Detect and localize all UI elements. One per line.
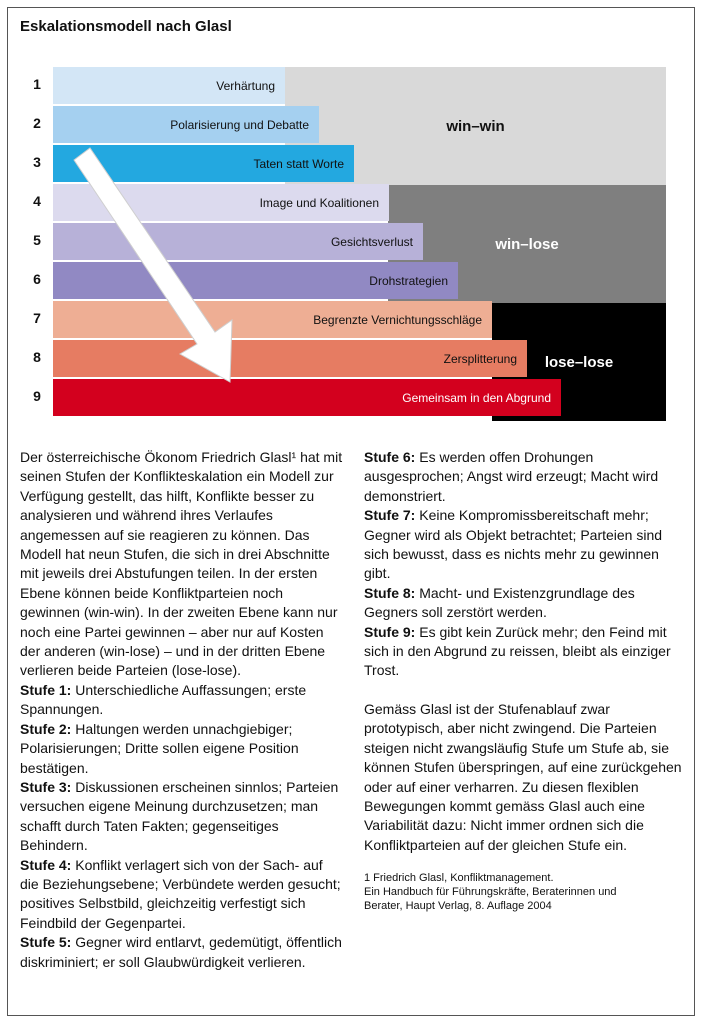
footnote-line: Ein Handbuch für Führungskräfte, Beraterinnen und <box>364 886 617 899</box>
stage-number: 5 <box>33 232 41 248</box>
stage-number: 8 <box>33 349 41 365</box>
closing-paragraph: Gemäss Glasl ist der Stufenablauf zwar prototypisch, aber nicht zwingend. Die Parteien steigen nicht zwangsläufig Stufe um Stufe ab, sie können Stufen überspringen, auf eine zurückgehen oder auf einer verharren. Zu diesen flexiblen Bewegungen kommt gemäss Glasl auch eine Variabilität dazu: Nicht immer ordnen sich die Konfliktparteien auf der gleichen Stufe ein. <box>364 700 682 853</box>
step-text: Es werden offen Drohungen ausgesprochen; Angst wird erzeugt; Macht wird demonstriert. <box>364 449 659 504</box>
step-text: Macht- und Existenzgrundlage des Gegners soll zerstört werden. <box>364 584 635 621</box>
stage-number: 2 <box>33 115 41 131</box>
escalation-arrow-icon <box>0 0 702 430</box>
stage-label: Begrenzte Vernichtungsschläge <box>313 312 482 327</box>
stage-number: 1 <box>33 76 41 92</box>
stage-number: 6 <box>33 271 41 287</box>
footnote-line: 1 Friedrich Glasl, Konfliktmanagement. <box>364 872 554 885</box>
stage-label: Verhärtung <box>216 78 275 93</box>
stage-number: 4 <box>33 193 41 209</box>
text-column-right <box>364 448 688 913</box>
zone-label: lose–lose <box>544 353 614 371</box>
step-label: Stufe 5: <box>20 934 72 951</box>
step-item <box>364 448 688 506</box>
stage-label: Polarisierung und Debatte <box>170 117 309 132</box>
page-title: Eskalationsmodell nach Glasl <box>20 18 232 35</box>
step-item <box>364 584 688 623</box>
stage-label: Image und Koalitionen <box>259 195 379 210</box>
step-text: Keine Kompromissbereitschaft mehr; Gegner wird als Objekt betrachtet; Parteien sind sich bewusst, dass es nichts mehr zu gewinnen gibt. <box>364 507 663 582</box>
stage-number: 7 <box>33 310 41 326</box>
step-label: Stufe 8: <box>364 584 416 601</box>
footnote-line: Berater, Haupt Verlag, 8. Auflage 2004 <box>364 900 552 913</box>
step-item <box>364 506 688 584</box>
step-label: Stufe 6: <box>364 449 416 465</box>
intro-paragraph: Der österreichische Ökonom Friedrich Glasl¹ hat mit seinen Stufen der Konflikteskalation ein Modell zur Verfügung gestellt, das hilft, Konflikte besser zu analysieren und während ihres Verlaufes angemessen auf sie reagieren zu können. Das Modell hat neun Stufen, die sich in drei Abschnitte mit jeweils drei Abstufungen teilen. In der ersten Ebene können beide Konfliktparteien noch gewinnen (win-win). In der zweiten Ebene kann nur noch eine Partei gewinnen – aber nur auf Kosten der anderen (win-lose) – und in der dritten Ebene verlieren beide Parteien (lose-lose). <box>20 449 343 679</box>
step-item <box>20 933 344 972</box>
step-label: Stufe 4: <box>20 856 72 873</box>
text-column-left <box>20 448 344 972</box>
step-text: Gegner wird entlarvt, gedemütigt, öffentlich diskriminiert; er soll Glaubwürdigkeit verlieren. <box>20 934 342 970</box>
step-text: Konflikt verlagert sich von der Sach- auf die Beziehungsebene; Verbündete werden gesucht; positives Selbstbild, gleichzeitig verfestigt sich Feindbild der Gegenpartei. <box>20 856 341 931</box>
zone-label: win–win <box>446 117 505 135</box>
step-label: Stufe 7: <box>364 507 416 524</box>
escalation-diagram <box>0 0 702 430</box>
step-text: Diskussionen erscheinen sinnlos; Parteien versuchen eigene Meinung durchzusetzen; man schafft durch Taten Fakten; gegenseitiges Behindern. <box>20 778 339 854</box>
step-text: Unterschiedliche Auffassungen; erste Spannungen. <box>20 681 307 718</box>
step-item <box>20 720 344 778</box>
stage-number: 9 <box>33 388 41 404</box>
stage-label: Gemeinsam in den Abgrund <box>402 390 551 405</box>
step-item <box>364 623 688 681</box>
step-label: Stufe 1: <box>20 681 72 698</box>
step-item <box>20 856 344 934</box>
zone-label: win–lose <box>495 235 559 253</box>
stage-label: Drohstrategien <box>369 273 448 288</box>
step-label: Stufe 2: <box>20 720 72 737</box>
step-label: Stufe 3: <box>20 778 72 795</box>
step-item <box>20 778 344 856</box>
step-item <box>20 681 344 720</box>
stage-label: Zersplitterung <box>443 351 517 366</box>
step-text: Haltungen werden unnachgiebiger; Polarisierungen; Dritte sollen eigene Position bestätigen. <box>20 720 299 776</box>
step-text: Es gibt kein Zurück mehr; den Feind mit sich in den Abgrund zu reissen, bleibt als einziger Trost. <box>364 623 671 679</box>
stage-label: Gesichtsverlust <box>330 234 413 249</box>
footnote <box>364 871 688 913</box>
stage-number: 3 <box>33 154 41 170</box>
step-label: Stufe 9: <box>364 623 416 640</box>
stage-label: Taten statt Worte <box>253 156 344 171</box>
